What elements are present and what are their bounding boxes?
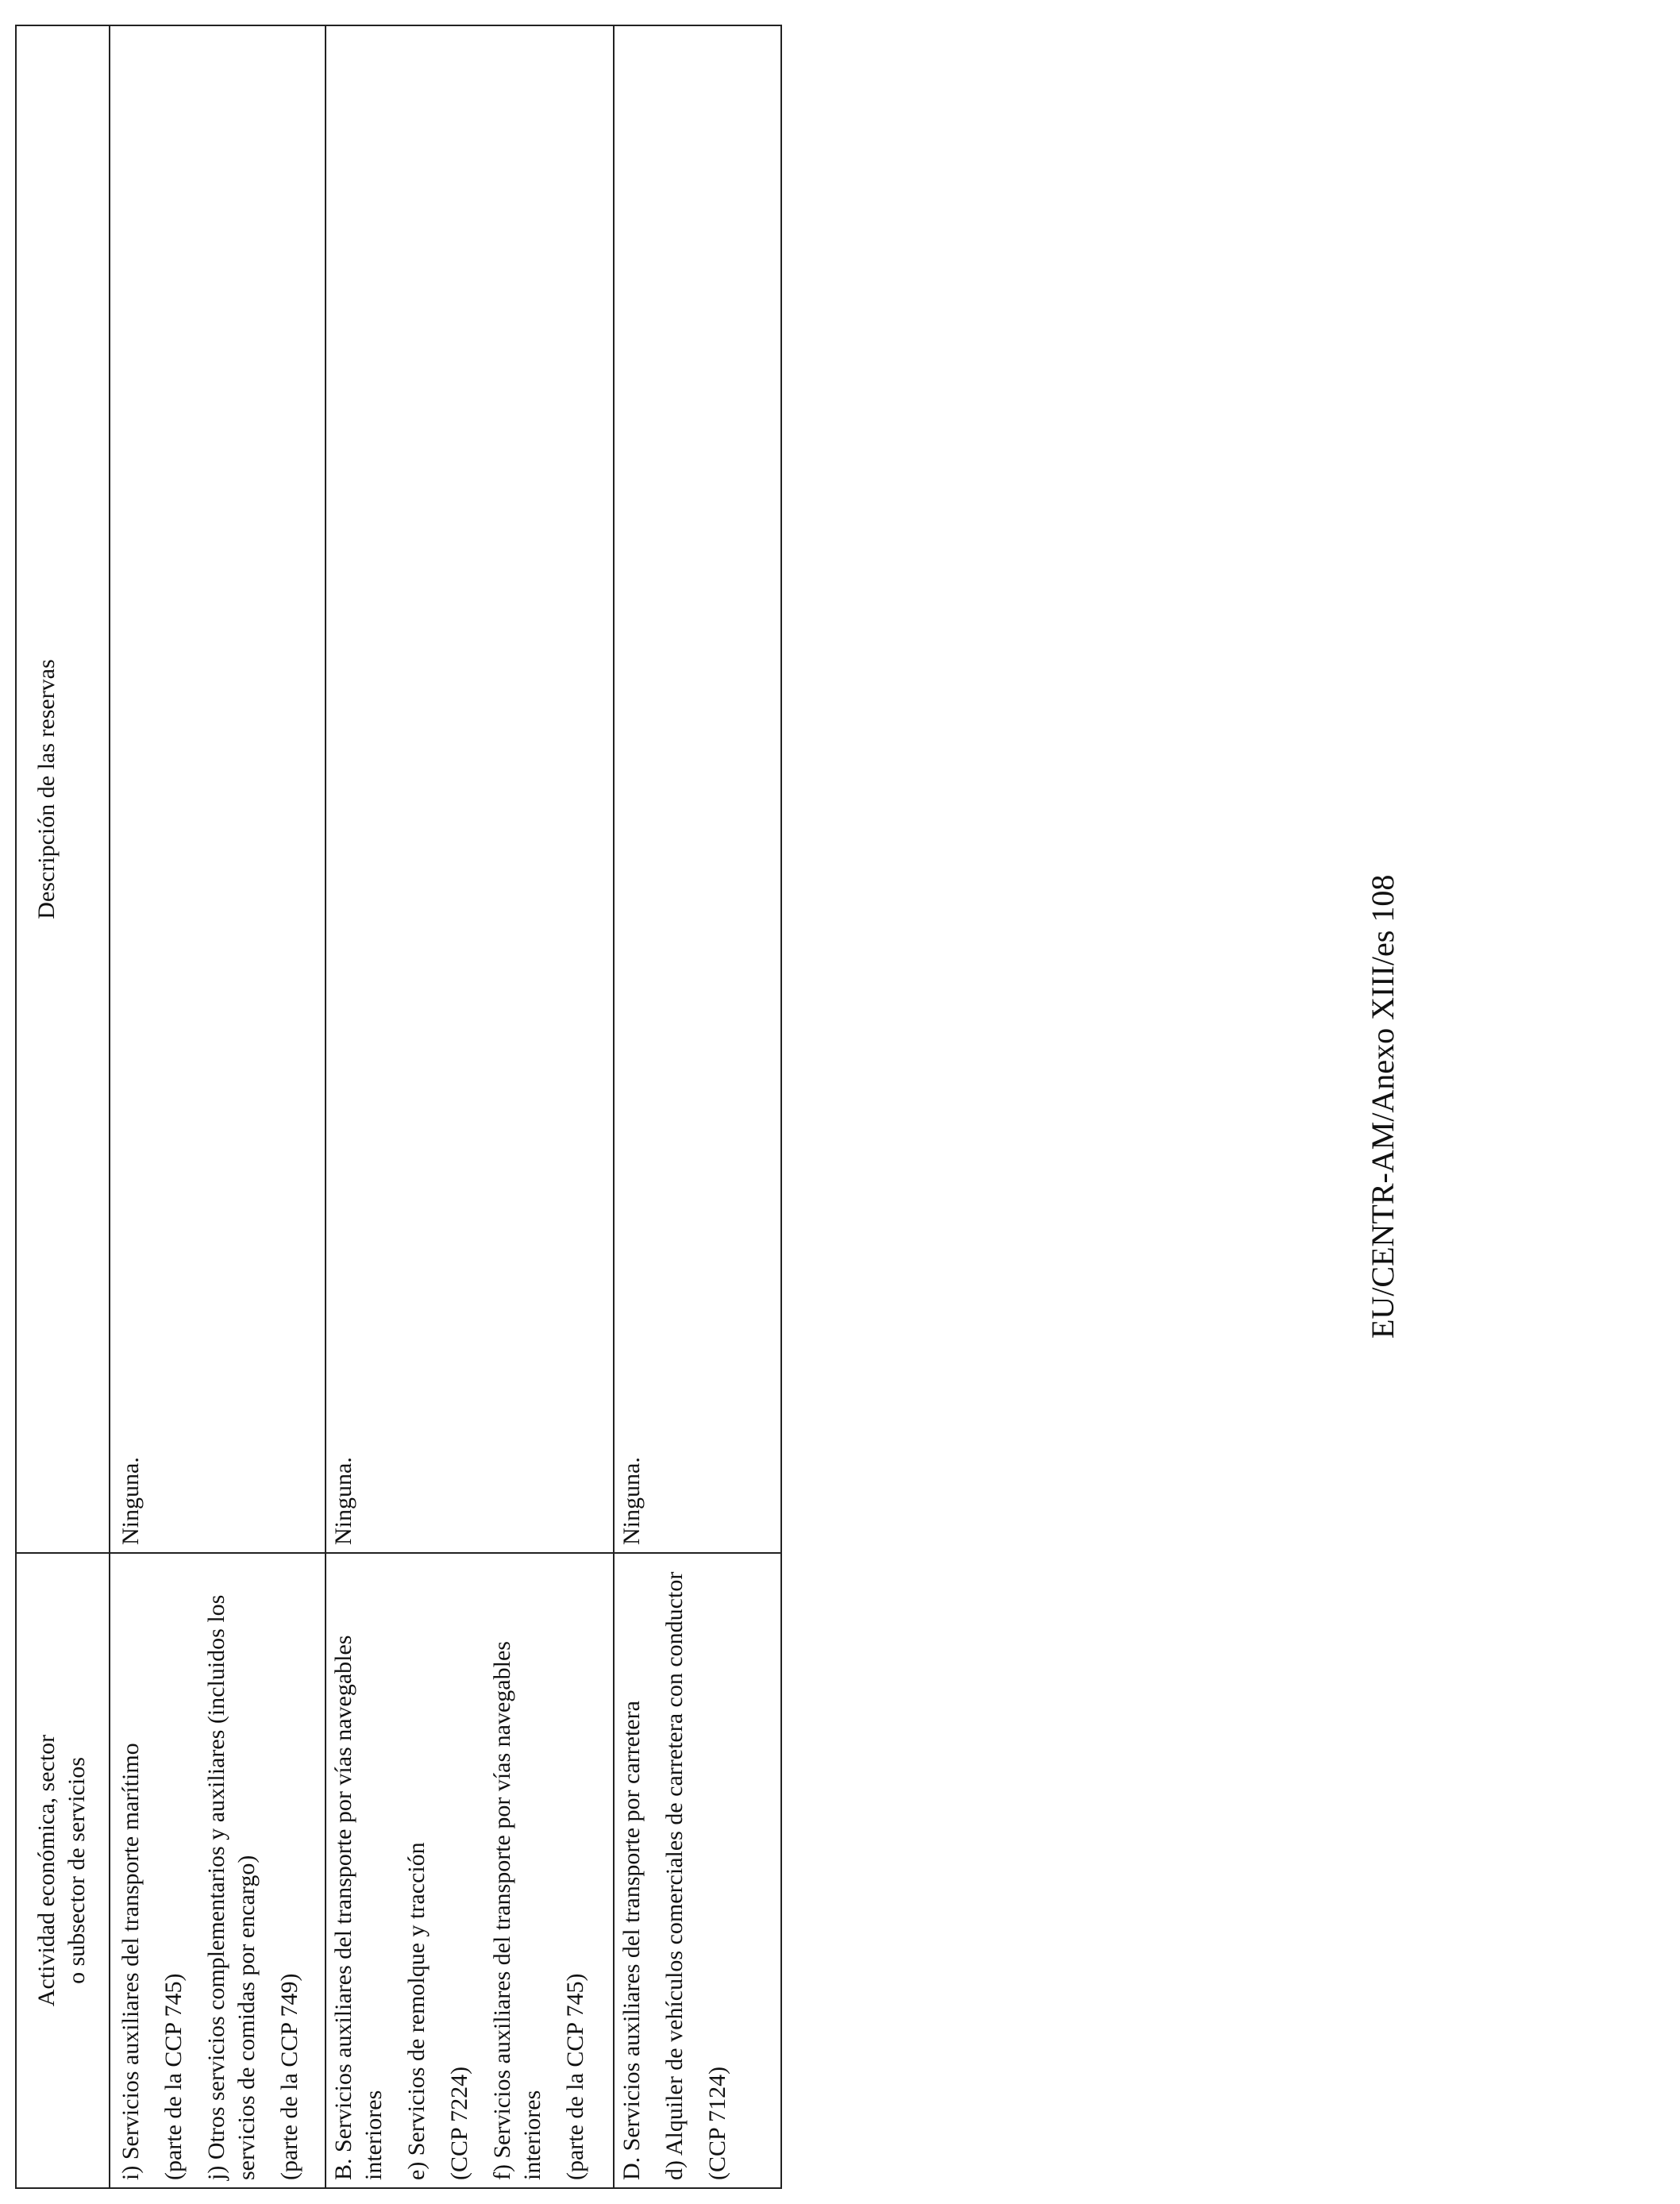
page-footer: EU/CENTR-AM/Anexo XIII/es 108 [1365,874,1401,1339]
table-row-2-reserva: Ninguna. [330,1457,356,1545]
table-row-1-sector [116,1561,305,2180]
row-2-item-5: (parte de la CCP 745) [562,1973,588,2180]
row-2-item-3: (CCP 7224) [446,2066,472,2180]
row-3-item-3: (CCP 7124) [704,2066,730,2180]
row-2-item-4: f) Servicios auxiliares del transporte por vías navegables interiores [489,1641,545,2180]
row-2-item-2: e) Servicios de remolque y tracción [403,1842,430,2180]
header-sector [32,1561,92,2180]
row-1-item-2: (parte de la CCP 745) [160,1973,187,2180]
table-row-2-sector [329,1561,591,2180]
header-sector-line-2: o subsector de servicios [64,1757,90,1984]
table-row-3-sector [617,1561,733,2180]
header-reservas: Descripción de las reservas [33,659,60,919]
row-3-item-1: D. Servicios auxiliares del transporte por carretera [618,1701,645,2180]
row-1-item-1: i) Servicios auxiliares del transporte marítimo [118,1743,144,2180]
row-1-item-4: (parte de la CCP 749) [276,1973,302,2180]
header-sector-line-1: Actividad económica, sector [33,1734,60,2007]
table-row-3-reserva: Ninguna. [618,1457,645,1545]
row-1-item-3: j) Otros servicios complementarios y auxiliares (incluidos los servicios de comidas por encargo) [203,1594,260,2180]
row-2-item-1: B. Servicios auxiliares del transporte por vías navegables interiores [330,1635,387,2180]
row-3-item-2: d) Alquiler de vehículos comerciales de carretera con conductor [661,1571,688,2180]
table-row-1-reserva: Ninguna. [118,1457,144,1545]
